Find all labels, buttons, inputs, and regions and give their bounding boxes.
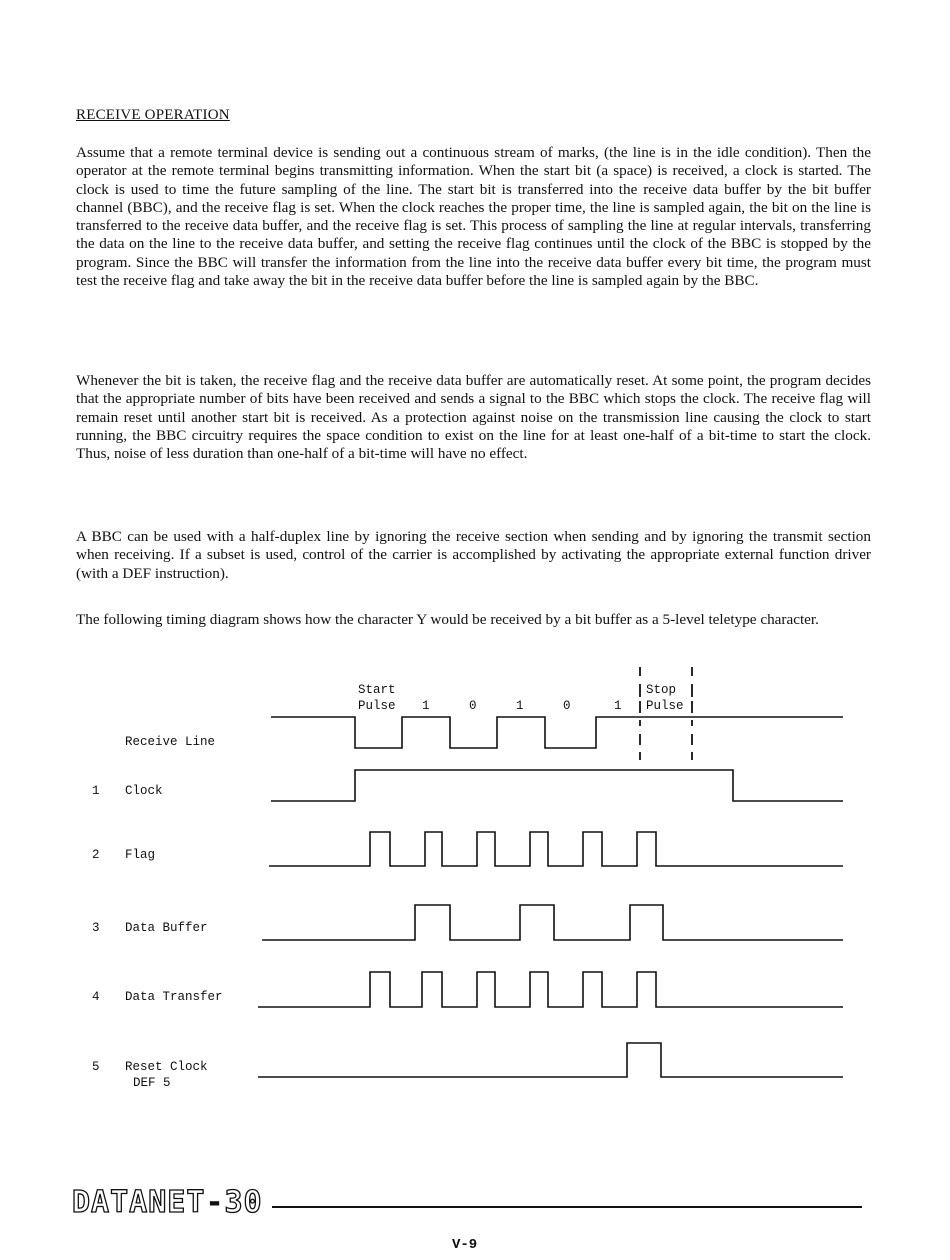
signal-sublabel-def5: DEF 5 (133, 1076, 171, 1090)
paragraph-1: Assume that a remote terminal device is sending out a continuous stream of marks, (the line is in the idle condition). Then the operator at the remote terminal begins transmitting information. When the start bit (a space) is received, a clock is started. The clock is used to time the future sampling of the line. The start bit is transferred into the receive data buffer by the bit buffer channel (BBC), and the receive flag is set. When the clock reaches the proper time, the line is sampled again, the bit on the line is transferred to the receive data buffer, and the receive flag is set. This process of sampling the line at regular intervals, transferring the data on the line to the receive data buffer, and setting the receive flag continues until the clock of the BBC is stopped by the program. Since the BBC will transfer the information from the line into the receive data buffer every bit time, the program must test the receive flag and take away the bit in the receive data buffer before the line is sampled again by the BBC. (76, 144, 871, 290)
bit-label-2: 0 (469, 699, 477, 713)
paragraph-3: A BBC can be used with a half-duplex line by ignoring the receive section when sending and by ignoring the transmit section when receiving. If a subset is used, control of the carrier is accomplished by activating the appropriate external function driver (with a DEF instruction). (76, 528, 871, 582)
waveform-flag (269, 832, 843, 866)
signal-label-data-buffer: Data Buffer (125, 921, 208, 935)
signal-label-flag: Flag (125, 848, 156, 862)
signal-number-clock: 1 (92, 784, 100, 798)
signal-label-clock: Clock (125, 784, 163, 798)
waveform-data-buffer (262, 905, 843, 940)
bit-label-4: 0 (563, 699, 571, 713)
waveform-reset-clock (258, 1043, 843, 1077)
bit-label-3: 1 (516, 699, 524, 713)
section-heading: RECEIVE OPERATION (76, 107, 230, 123)
footer-rule (272, 1206, 862, 1208)
start-label-line2: Pulse (358, 699, 396, 713)
paragraph-2: Whenever the bit is taken, the receive flag and the receive data buffer are automatically reset. At some point, the program decides that the appropriate number of bits have been received and sends a signal to the BBC which stops the clock. The receive flag will remain reset until another start bit is received. As a protection against noise on the transmission line causing the clock to start running, the BBC circuitry requires the space condition to exist on the line for at least one-half of a bit-time to start the clock. Thus, noise of less duration than one-half of a bit-time will have no effect. (76, 372, 871, 463)
signal-label-receive-line: Receive Line (125, 735, 216, 749)
waveform-receive-line (271, 717, 843, 748)
logo-text-right: 30 (224, 1185, 263, 1220)
page-number: V-9 (452, 1237, 478, 1253)
waveform-data-transfer (258, 972, 843, 1007)
logo-text-left: DATANET (72, 1185, 206, 1220)
signal-number-flag: 2 (92, 848, 100, 862)
signal-number-reset-clock: 5 (92, 1060, 100, 1074)
bit-label-1: 1 (422, 699, 430, 713)
waveform-clock (271, 770, 843, 801)
stop-pulse-markers (640, 667, 692, 760)
signal-number-data-transfer: 4 (92, 990, 100, 1004)
stop-label-line2: Pulse (646, 699, 684, 713)
start-label-line1: Start (358, 683, 396, 697)
signal-label-reset-clock: Reset Clock (125, 1060, 208, 1074)
paragraph-4: The following timing diagram shows how the character Y would be received by a bit buffer as a 5-level teletype character. (76, 611, 819, 628)
bit-label-5: 1 (614, 699, 622, 713)
stop-label-line1: Stop (646, 683, 677, 697)
signal-label-data-transfer: Data Transfer (125, 990, 223, 1004)
datanet-logo (72, 1186, 263, 1220)
logo-dash: - (205, 1185, 225, 1220)
signal-number-data-buffer: 3 (92, 921, 100, 935)
